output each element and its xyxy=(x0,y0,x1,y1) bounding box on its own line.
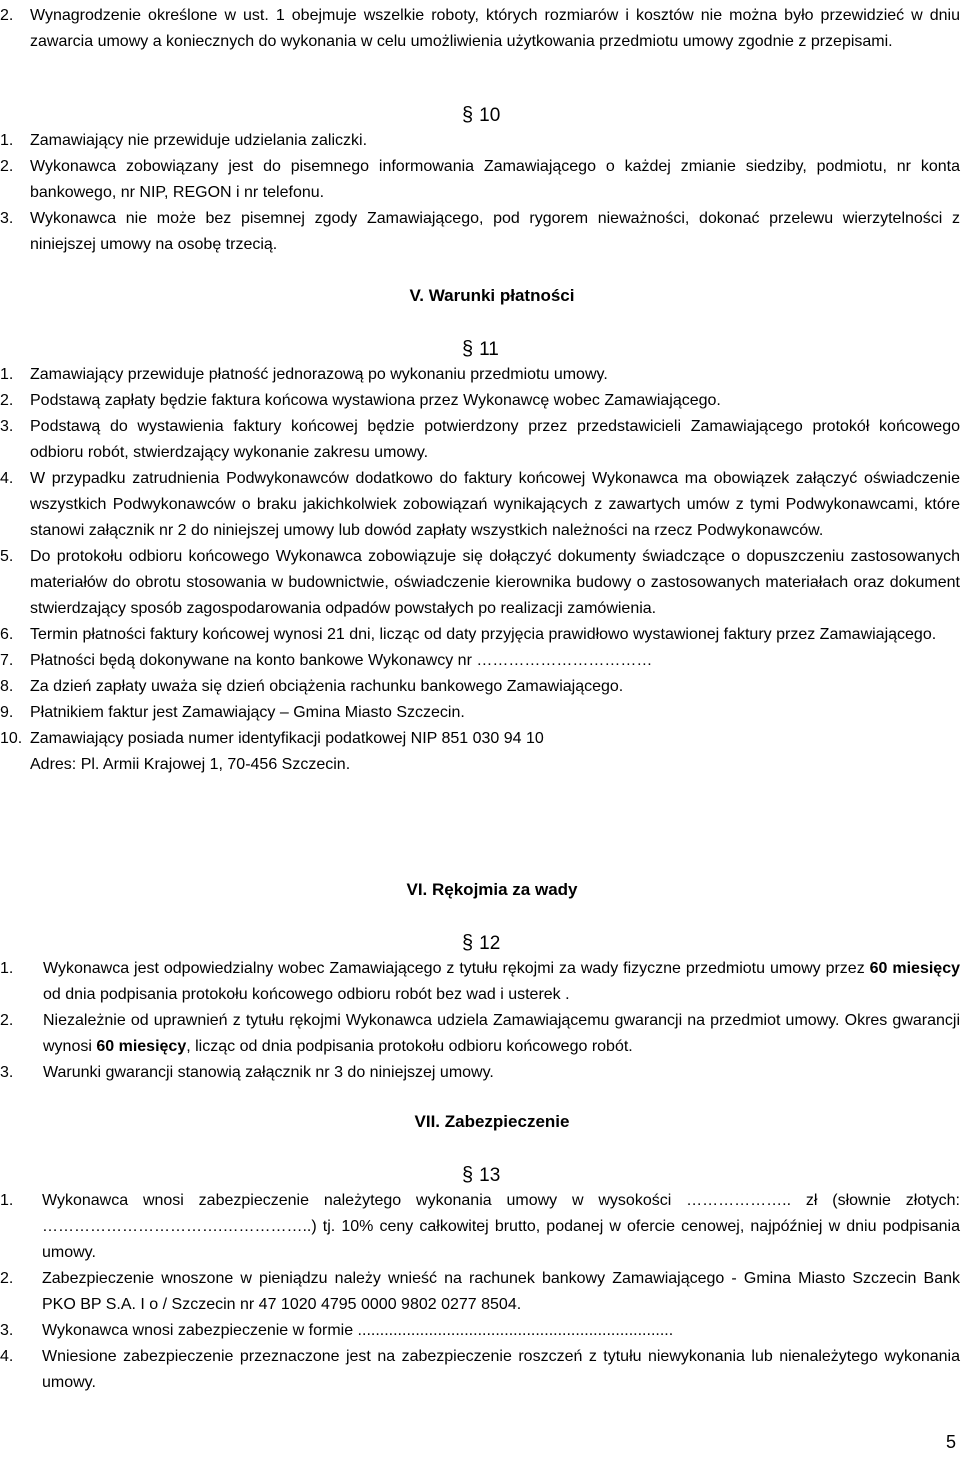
list-item xyxy=(0,1188,960,1266)
section-sign: § xyxy=(462,932,474,954)
item-text-part: od dnia podpisania protokołu końcowego odbioru robót bez wad i usterek . xyxy=(43,960,965,1003)
section-number: 13 xyxy=(479,1165,501,1186)
item-number: 6. xyxy=(0,626,14,643)
section-12-list xyxy=(0,956,965,1086)
item-text-part: , licząc od dnia podpisania protokołu odbioru końcowego robót. xyxy=(186,1038,633,1055)
section-sign: § xyxy=(462,104,474,126)
list-item xyxy=(0,3,960,55)
section-marker-11 xyxy=(462,338,499,361)
item-text: Zamawiający posiada numer identyfikacji podatkowej NIP 851 030 94 10 xyxy=(30,730,544,747)
list-item xyxy=(0,648,960,674)
list-item xyxy=(0,1344,960,1396)
item-text: Płatnikiem faktur jest Zamawiający – Gmina Miasto Szczecin. xyxy=(30,704,465,721)
list-item xyxy=(0,466,960,544)
paragraph-block-top xyxy=(0,3,960,55)
item-number: 1. xyxy=(0,1192,14,1209)
list-item xyxy=(0,1318,960,1344)
section-marker-13 xyxy=(462,1164,500,1187)
item-text xyxy=(43,1060,960,1086)
list-item xyxy=(0,752,960,778)
list-item xyxy=(0,1266,960,1318)
item-text-part: Wykonawca jest odpowiedzialny wobec Zamawiającego z tytułu rękojmi za wady fizyczne przedmiotu umowy przez xyxy=(43,960,870,977)
section-marker-10 xyxy=(462,104,500,127)
section-heading-vi: VI. Rękojmia za wady xyxy=(406,880,578,899)
item-text: Do protokołu odbioru końcowego Wykonawca zobowiązuje się dołączyć dokumenty świadczące o dopuszczeniu zastosowanych materiałów do obrotu stosowania w budownictwie, oświadczenie kierownika budowy o zastosowanych materiałach oraz dokument stwierdzający sposób zagospodarowania odpadów powstałych po realizacji zamówienia. xyxy=(30,548,960,617)
item-number: 1. xyxy=(0,960,14,977)
item-number: 3. xyxy=(0,418,14,435)
item-text: Podstawą do wystawienia faktury końcowej będzie potwierdzony przez przedstawicieli Zamawiającego protokół końcowego odbioru robót, stwierdzający wykonanie zakresu umowy. xyxy=(30,418,960,461)
section-number: 10 xyxy=(479,105,501,126)
list-item xyxy=(0,206,960,258)
item-text xyxy=(43,956,965,1008)
item-number: 4. xyxy=(0,470,14,487)
item-number: 9. xyxy=(0,704,14,721)
section-sign: § xyxy=(462,338,474,360)
item-number: 3. xyxy=(0,210,14,227)
item-number: 1. xyxy=(0,366,14,383)
item-text-part: Warunki gwarancji stanowią załącznik nr 3 do niniejszej umowy. xyxy=(43,1064,494,1081)
list-item xyxy=(0,362,960,388)
item-text: Wykonawca nie może bez pisemnej zgody Zamawiającego, pod rygorem nieważności, dokonać przelewu wierzytelności z niniejszej umowy na osobę trzecią. xyxy=(30,210,960,253)
item-number: 7. xyxy=(0,652,14,669)
list-item xyxy=(0,956,965,1008)
item-text: Adres: Pl. Armii Krajowej 1, 70-456 Szczecin. xyxy=(30,756,351,773)
item-text: Zamawiający przewiduje płatność jednorazową po wykonaniu przedmiotu umowy. xyxy=(30,366,608,383)
item-number: 2. xyxy=(0,1270,14,1287)
item-text: Wynagrodzenie określone w ust. 1 obejmuje wszelkie roboty, których rozmiarów i kosztów nie można było przewidzieć w dniu zawarcia umowy a koniecznych do wykonania w celu umożliwienia użytkowania przedmiotu umowy zgodnie z przepisami. xyxy=(30,7,960,50)
list-item xyxy=(0,726,960,752)
item-number: 2. xyxy=(0,392,14,409)
item-text xyxy=(43,1008,965,1060)
section-number: 12 xyxy=(479,933,501,954)
item-text: Podstawą zapłaty będzie faktura końcowa wystawiona przez Wykonawcę wobec Zamawiającego. xyxy=(30,392,721,409)
item-number: 2. xyxy=(0,158,14,175)
page-number: 5 xyxy=(945,1432,956,1452)
item-text: W przypadku zatrudnienia Podwykonawców dodatkowo do faktury końcowej Wykonawca ma obowiązek załączyć oświadczenie wszystkich Podwykonawców o braku jakichkolwiek zobowiązań wynikających z zawartych umów z tymi Podwykonawcami, które stanowi załącznik nr 2 do niniejszej umowy lub dowód zapłaty wszystkich należności na rzecz Podwykonawców. xyxy=(30,470,960,539)
item-text: Wniesione zabezpieczenie przeznaczone jest na zabezpieczenie roszczeń z tytułu niewykonania lub nienależytego wykonania umowy. xyxy=(42,1348,960,1391)
item-text: Termin płatności faktury końcowej wynosi 21 dni, licząc od daty przyjęcia prawidłowo wystawionej faktury przez Zamawiającego. xyxy=(30,626,937,643)
list-item xyxy=(0,414,960,466)
item-text: Wykonawca wnosi zabezpieczenie w formie ....................................................................... xyxy=(42,1322,674,1339)
list-item xyxy=(0,1008,965,1060)
list-item xyxy=(0,154,960,206)
item-number: 2. xyxy=(0,7,14,24)
item-text-bold: 60 miesięcy xyxy=(869,960,960,977)
item-number: 4. xyxy=(0,1348,14,1365)
section-marker-12 xyxy=(462,932,500,955)
list-item xyxy=(0,544,960,622)
item-text: Płatności będą dokonywane na konto bankowe Wykonawcy nr …………………………… xyxy=(30,652,653,669)
item-text: Zamawiający nie przewiduje udzielania zaliczki. xyxy=(30,132,368,149)
item-number: 10. xyxy=(0,730,23,747)
list-item xyxy=(0,700,960,726)
item-number: 3. xyxy=(0,1322,14,1339)
section-heading-v: V. Warunki płatności xyxy=(409,286,575,305)
item-text: Wykonawca zobowiązany jest do pisemnego informowania Zamawiającego o każdej zmianie siedziby, podmiotu, nr konta bankowego, nr NIP, REGON i nr telefonu. xyxy=(30,158,960,201)
section-sign: § xyxy=(462,1164,474,1186)
item-text: Wykonawca wnosi zabezpieczenie należytego wykonania umowy w wysokości ……………….. zł (słownie złotych: …………………………….……………..) tj. 10% ceny całkowitej brutto, podanej w ofercie cenowej, najpóźniej w dniu podpisania umowy. xyxy=(42,1192,960,1261)
list-item xyxy=(0,388,960,414)
item-text: Za dzień zapłaty uważa się dzień obciążenia rachunku bankowego Zamawiającego. xyxy=(30,678,624,695)
list-item xyxy=(0,128,960,154)
item-number: 5. xyxy=(0,548,14,565)
list-item xyxy=(0,622,960,648)
section-number: 11 xyxy=(479,339,499,360)
section-11-list xyxy=(0,362,960,778)
item-text: Zabezpieczenie wnoszone w pieniądzu należy wnieść na rachunek bankowy Zamawiającego - Gmina Miasto Szczecin Bank PKO BP S.A. I o / Szczecin nr 47 1020 4795 0000 9802 0277 8504. xyxy=(42,1270,960,1313)
item-number: 2. xyxy=(0,1012,14,1029)
item-number: 3. xyxy=(0,1064,14,1081)
section-10-list xyxy=(0,128,960,258)
item-number: 8. xyxy=(0,678,14,695)
list-item xyxy=(0,674,960,700)
section-heading-vii: VII. Zabezpieczenie xyxy=(414,1112,570,1131)
item-number: 1. xyxy=(0,132,14,149)
list-item xyxy=(0,1060,960,1086)
section-13-list xyxy=(0,1188,960,1396)
item-text-part: Niezależnie od uprawnień z tytułu rękojmi Wykonawca udziela Zamawiającemu gwarancji na przedmiot umowy. Okres gwarancji wynosi xyxy=(43,1012,965,1055)
item-text-bold: 60 miesięcy xyxy=(96,1038,187,1055)
